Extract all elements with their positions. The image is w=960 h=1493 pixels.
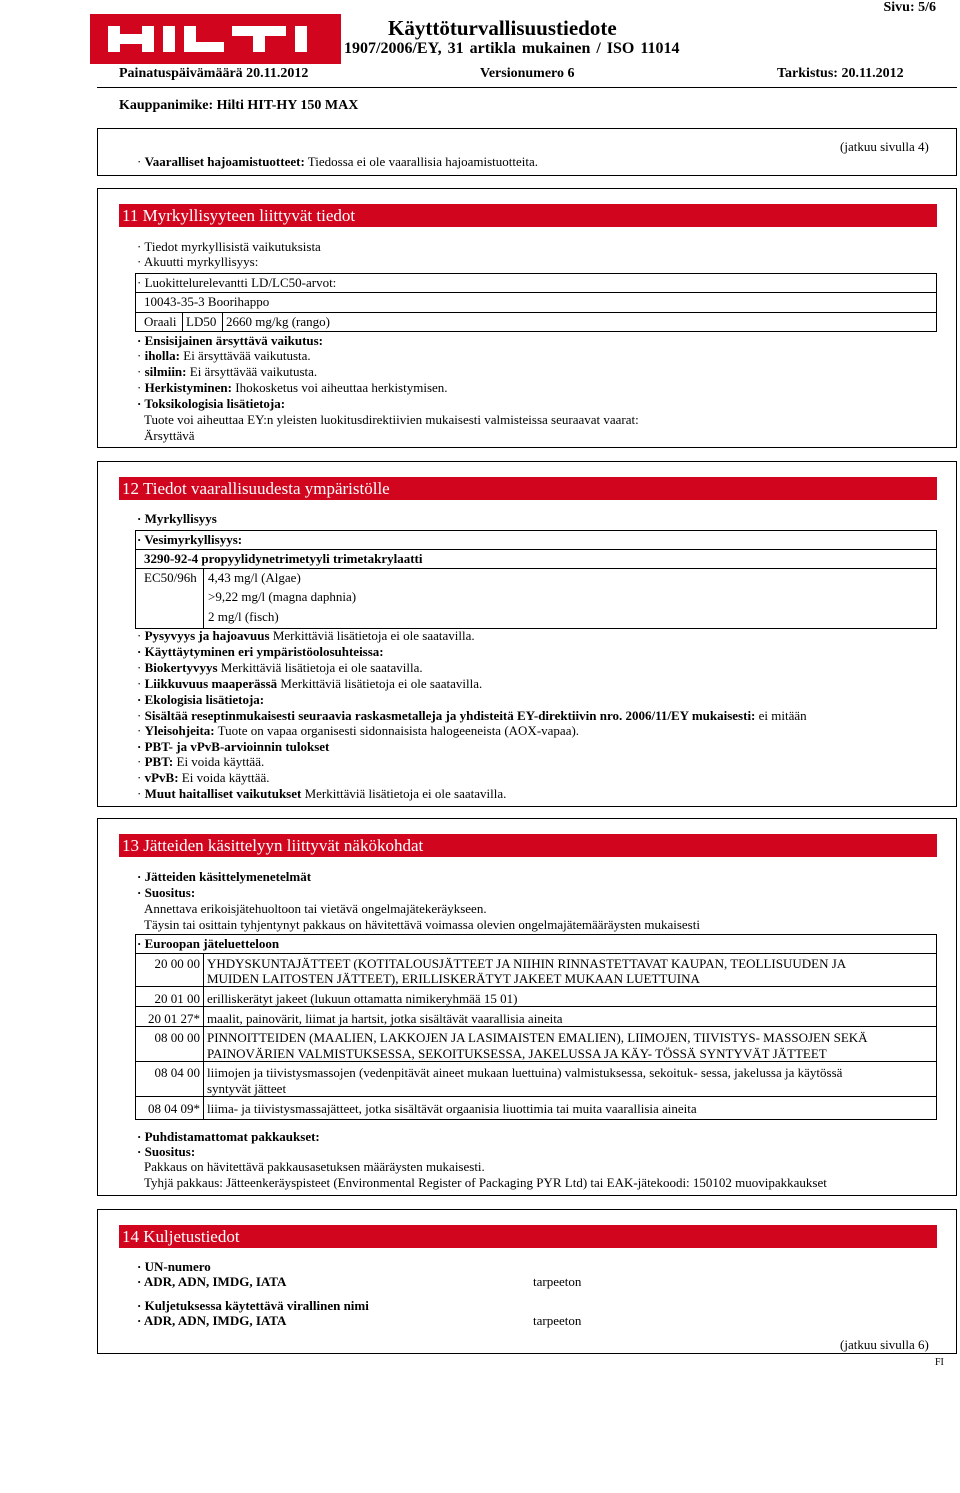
document-title: Käyttöturvallisuustiedote xyxy=(388,16,617,40)
sensitization: · Herkistyminen: Ihokosketus voi aiheuttaa herkistymisen. xyxy=(137,380,448,395)
soil-mobility: · Liikkuvuus maaperässä Merkittäviä lisätietoja ei ole saatavilla. xyxy=(137,676,482,691)
aquatic-value: 2 mg/l (fisch) xyxy=(208,609,279,624)
aquatic-label-box xyxy=(135,530,937,550)
tox-info-value: Ärsyttävä xyxy=(144,428,195,443)
header-divider xyxy=(97,87,957,88)
version-number: Versionumero 6 xyxy=(480,66,575,81)
section-12-title: 12 Tiedot vaarallisuudesta ympäristölle xyxy=(119,477,937,500)
ld-substance: 10043-35-3 Boorihappo xyxy=(144,294,270,309)
language-code: FI xyxy=(935,1357,944,1368)
revision-date: Tarkistus: 20.11.2012 xyxy=(777,66,904,81)
document-subtitle: 1907/2006/EY, 31 artikla mukainen / ISO 11014 xyxy=(344,40,680,57)
ld-values-label: · Luokittelurelevantti LD/LC50-arvot: xyxy=(137,275,336,290)
pbt: · PBT: Ei voida käyttää. xyxy=(137,754,264,769)
packaging-text: Pakkaus on hävitettävä pakkausasetuksen määräysten mukaisesti. xyxy=(144,1159,485,1174)
waste-code: 08 00 00 xyxy=(154,1030,200,1045)
toxicity-label: · Myrkyllisyys xyxy=(137,511,217,526)
ld-route: Oraali xyxy=(144,314,177,329)
aquatic-metric: EC50/96h xyxy=(144,570,197,585)
shipping-name-value: tarpeeton xyxy=(533,1313,582,1328)
section-13-title: 13 Jätteiden käsittelyyn liittyvät näkökohdat xyxy=(119,834,937,857)
recommendation-text: Annettava erikoisjätehuoltoon tai vietävä ongelmajätekeräykseen. xyxy=(144,901,487,916)
ld-col-divider xyxy=(182,312,183,332)
un-number-value: tarpeeton xyxy=(533,1274,582,1289)
tox-info-text: Tuote voi aiheuttaa EY:n yleisten luokitusdirektiivien mukaisesti valmisteissa seuraavat vaarat: xyxy=(144,412,639,427)
vpvb: · vPvB: Ei voida käyttää. xyxy=(137,770,270,785)
skin-effect: · iholla: Ei ärsyttävää vaikutusta. xyxy=(137,348,311,363)
aquatic-col-divider xyxy=(203,568,204,629)
eco-info-label: · Ekologisia lisätietoja: xyxy=(137,692,264,707)
section-14-title: 14 Kuljetustiedot xyxy=(119,1225,937,1248)
aquatic-value: 4,43 mg/l (Algae) xyxy=(208,570,301,585)
continued-from: (jatkuu sivulla 4) xyxy=(840,139,929,154)
eye-effect: · silmiin: Ei ärsyttävää vaikutusta. xyxy=(137,364,317,379)
ld-col-divider xyxy=(222,312,223,332)
print-date: Painatuspäivämäärä 20.11.2012 xyxy=(119,66,309,81)
acute-toxicity-label: · Akuutti myrkyllisyys: xyxy=(137,254,258,269)
waste-code: 20 01 27* xyxy=(148,1011,200,1026)
transport-modes: · ADR, ADN, IMDG, IATA xyxy=(137,1313,286,1328)
trade-name: Kauppanimike: Hilti HIT-HY 150 MAX xyxy=(119,98,359,113)
waste-desc: YHDYSKUNTAJÄTTEET (KOTITALOUSJÄTTEET JA NIIHIN RINNASTETTAVAT KAUPAN, TEOLLISUUDEN JA xyxy=(207,956,847,971)
waste-desc: maalit, painovärit, liimat ja hartsit, jotka sisältävät vaarallisia aineita xyxy=(207,1011,563,1026)
section-11-title: 11 Myrkyllisyyteen liittyvät tiedot xyxy=(119,204,937,227)
toxic-effects-label: · Tiedot myrkyllisistä vaikutuksista xyxy=(137,239,321,254)
hilti-logo-graphic xyxy=(90,14,341,64)
recommendation-label: · Suositus: xyxy=(137,1144,195,1159)
waste-col-divider xyxy=(203,953,204,1120)
waste-catalogue-label: · Euroopan jäteluetteloon xyxy=(137,936,279,951)
waste-desc: PINNOITTEIDEN (MAALIEN, LAKKOJEN JA LASIMAISTEN EMALIEN), LIIMOJEN, TIIVISTYS- MASSOJEN SEKÄ xyxy=(207,1030,868,1045)
recommendation-text: Täysin tai osittain tyhjentynyt pakkaus on hävitettävä voimassa olevien ongelmajätemääräysten mukaisesti xyxy=(144,917,700,932)
recommendation-label: · Suositus: xyxy=(137,885,195,900)
behaviour-label: · Käyttäytyminen eri ympäristöolosuhteissa: xyxy=(137,644,384,659)
packaging-text: Tyhjä pakkaus: Jätteenkeräyspisteet (Environmental Register of Packaging PYR Ltd) tai EAK-jätekoodi: 150102 muovipakkaukset xyxy=(144,1175,827,1190)
other-effects: · Muut haitalliset vaikutukset Merkittäviä lisätietoja ei ole saatavilla. xyxy=(137,786,506,801)
hazardous-decomposition: · Vaaralliset hajoamistuotteet: Tiedossa ei ole vaarallisia hajoamistuotteita. xyxy=(137,154,538,169)
waste-desc: MUIDEN LAITOSTEN JÄTTEET), ERILLISKERÄTYT JAKEET MUKAAN LUETTUINA xyxy=(207,971,700,986)
tox-info-label: · Toksikologisia lisätietoja: xyxy=(137,396,285,411)
waste-desc: syntyvät jätteet xyxy=(207,1081,287,1096)
waste-code: 20 00 00 xyxy=(154,956,200,971)
page-number: Sivu: 5/6 xyxy=(883,0,936,15)
waste-code: 08 04 00 xyxy=(154,1065,200,1080)
ld-metric: LD50 xyxy=(186,314,217,329)
un-number-label: · UN-numero xyxy=(137,1259,211,1274)
general-notes: · Yleisohjeita: Tuote on vapaa organisesti sidonnaisista halogeeneista (AOX-vapaa). xyxy=(137,723,579,738)
aquatic-value: >9,22 mg/l (magna daphnia) xyxy=(208,589,357,604)
waste-desc: liima- ja tiivistysmassajätteet, jotka sisältävät orgaanisia liuottimia tai muita vaarallisia aineita xyxy=(207,1101,697,1116)
disposal-methods-label: · Jätteiden käsittelymenetelmät xyxy=(137,869,311,884)
hilti-logo xyxy=(90,14,341,64)
waste-code: 08 04 09* xyxy=(148,1101,200,1116)
ld-value: 2660 mg/kg (rango) xyxy=(226,314,330,329)
pbt-results-label: · PBT- ja vPvB-arvioinnin tulokset xyxy=(137,739,329,754)
waste-desc: liimojen ja tiivistysmassojen (vedenpitävät aineet mukaan luettuina) valmistuksessa, sekoituk- sessa, jakelussa ja käytössä xyxy=(207,1065,843,1080)
shipping-name-label: · Kuljetuksessa käytettävä virallinen nimi xyxy=(137,1298,369,1313)
persistence: · Pysyvyys ja hajoavuus Merkittäviä lisätietoja ei ole saatavilla. xyxy=(137,628,475,643)
bioaccumulation: · Biokertyvyys Merkittäviä lisätietoja ei ole saatavilla. xyxy=(137,660,423,675)
aquatic-substance: 3290-92-4 propyylidynetrimetyyli trimetakrylaatti xyxy=(144,551,423,566)
aquatic-toxicity-label: · Vesimyrkyllisyys: xyxy=(137,532,242,547)
continued-to: (jatkuu sivulla 6) xyxy=(840,1337,929,1352)
waste-desc: erilliskerätyt jakeet (lukuun ottamatta nimikeryhmää 15 01) xyxy=(207,991,518,1006)
waste-code: 20 01 00 xyxy=(154,991,200,1006)
uncleaned-packaging-label: · Puhdistamattomat pakkaukset: xyxy=(137,1129,320,1144)
waste-desc: PAINOVÄRIEN VALMISTUKSESSA, SEKOITUKSESSA, JAKELUSSA JA KÄY- TÖSSÄ SYNTYVÄT JÄTTEET xyxy=(207,1046,827,1061)
primary-irritant-label: · Ensisijainen ärsyttävä vaikutus: xyxy=(137,333,323,348)
transport-modes: · ADR, ADN, IMDG, IATA xyxy=(137,1274,286,1289)
heavy-metals: · Sisältää reseptinmukaisesti seuraavia raskasmetalleja ja yhdisteitä EY-direktiivin nro. 2006/11/EY mukaisesti: ei mitään xyxy=(137,708,807,723)
